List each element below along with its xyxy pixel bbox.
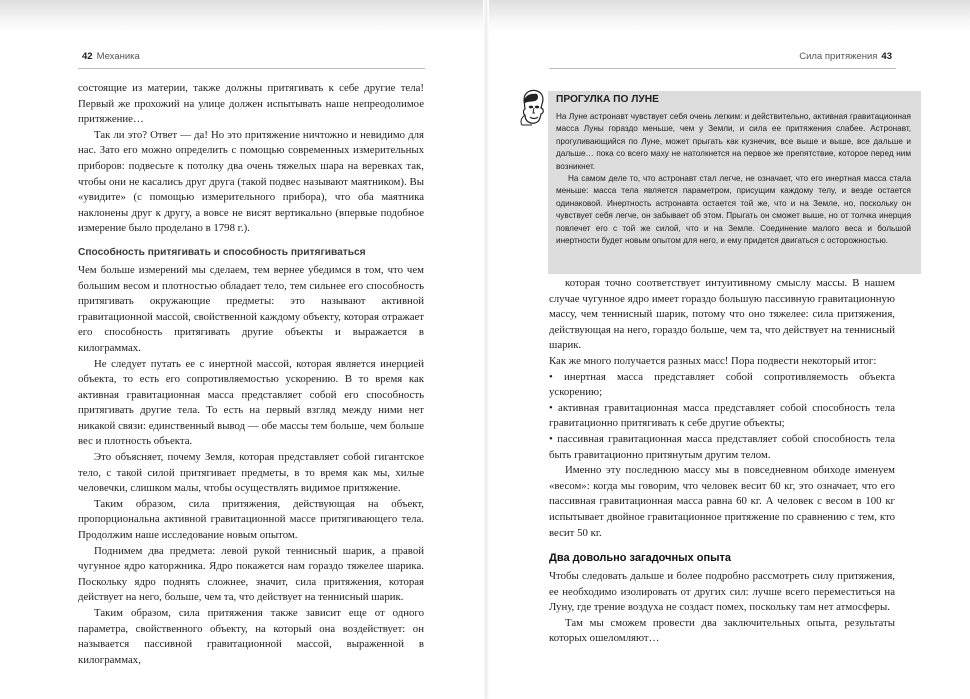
right-section-title: Сила притяжения xyxy=(799,51,878,62)
sidebar-paragraph: На Луне астронавт чувствует себя очень легким: и действительно, активная гравитационная масса Луны гораздо меньше, чем у Земли, и сила ее притяжения слабее. Астронавт, прогуливающийся по Луне, может прыгать как кузнечик, все выше и выше, все дальше и дальше… пока со всего маху не натолкнется на первое же препятствие, которое перед ним возникнет. xyxy=(556,112,911,171)
paragraph: Не следует путать ее с инертной массой, которая является инерцией объекта, то есть его сопротивляемостью ускорению. В то время как активная гравитационная масса представляет собой его способность притягивать другие тела. То есть на первый взгляд между ними нет никакой связи: единственный вывод — обе массы тем больше, чем больше вес и плотность объекта. xyxy=(78,357,424,448)
sidebar-title: ПРОГУЛКА ПО ЛУНЕ xyxy=(556,94,659,105)
left-running-head xyxy=(78,51,140,62)
astronaut-head-icon xyxy=(518,88,548,126)
right-page-number: 43 xyxy=(881,51,892,62)
section-heading: Способность притягивать и способность притягиваться xyxy=(78,246,366,258)
paragraph: Это объясняет, почему Земля, которая представляет собой гигантское тело, с такой силой притягивает предметы, в то время как мы, хилые человечки, слишком малы, чтобы осуществлять видимое притяжение. xyxy=(78,451,424,495)
paragraph: Там мы сможем провести два заключительных опыта, результаты которых ошеломляют… xyxy=(549,616,895,645)
book-gutter xyxy=(483,0,489,699)
paragraph: Таким образом, сила притяжения, действующая на объект, пропорциональна активной гравитационной массе притягивающего тела. Продолжим наше исследование новым опытом. xyxy=(78,497,424,542)
bullet-item: • инертная масса представляет собой сопротивляемость объекта ускорению; xyxy=(549,370,895,399)
paragraph: которая точно соответствует интуитивному смыслу массы. В нашем случае чугунное ядро имеет гораздо большую пассивную гравитационную массу, чем теннисный шарик, потому что оно тяжелее: сила притяжения, действующая на него, гораздо больше, чем та, что действует на теннисный шарик. xyxy=(549,277,895,352)
paragraph: Как же много получается разных масс! Пора подвести некоторый итог: xyxy=(549,354,877,367)
sidebar-text xyxy=(556,111,911,247)
paragraph: состоящие из материи, также должны притягивать к себе другие тела! Первый же прохожий на улице должен испытывать наше непреодолимое притяжение… xyxy=(78,82,424,126)
left-header-rule xyxy=(78,68,425,69)
paragraph: Таким образом, сила притяжения также зависит еще от одного параметра, свойственного объекту, на который она воздействует: он называется пассивной гравитационной массой, выраженной в килограммах, xyxy=(78,607,424,666)
paragraph: Так ли это? Ответ — да! Но это притяжение ничтожно и невидимо для нас. Зато его можно определить с помощью современных измерительных приборов: подвесьте к потолку два очень тяжелых шара на веревках так, чтобы они не касались друг друга (такой подвес называют маятником). Вы «увидите» (с помощью измерительного прибора), что оба маятника наклонены друг к другу, а вовсе не висят вертикально (впервые подобное измерение было проделано в 1798 г.). xyxy=(78,128,424,235)
sidebar-box xyxy=(518,88,921,274)
paragraph: Чем больше измерений мы сделаем, тем вернее убедимся в том, что чем большим весом и плотностью обладает тело, тем сильнее его способность притягивать окружающие предметы: это называют активной гравитационной массой, свойственной каждому объекту, которая отражает его способность притягивать другие объекты и выражается в килограммах. xyxy=(78,263,424,354)
right-header-rule xyxy=(549,68,896,69)
paragraph: Поднимем два предмета: левой рукой теннисный шарик, а правой чугунное ядро каторжника. Ядро покажется нам гораздо тяжелее шарика. Поскольку ядро поднять сложнее, значит, сила притяжения, которая действует на него, больше, чем та, что действует на теннисный шарик. xyxy=(78,544,424,604)
left-section-title: Механика xyxy=(96,51,140,62)
left-page-body xyxy=(78,81,424,668)
right-running-head xyxy=(799,51,896,62)
bullet-item: • активная гравитационная масса представляет собой способность тела гравитационно притягивать к себе другие объекты; xyxy=(549,401,895,430)
section-heading: Два довольно загадочных опыта xyxy=(549,552,731,565)
right-page-body xyxy=(549,276,895,647)
left-page-number: 42 xyxy=(82,51,93,62)
paragraph: Чтобы следовать дальше и более подробно рассмотреть силу притяжения, ее необходимо изолировать от других сил: лучше всего переместиться на Луну, где трение воздуха не создаст помех, поскольку там нет атмосферы. xyxy=(549,570,895,614)
sidebar-paragraph: На самом деле то, что астронавт стал легче, не означает, что его инертная масса стала меньше: масса тела является параметром, присущим каждому телу, и везде остается одинаковой. Инертность астронавта остается той же, что и на Земле, но, поскольку он чувствует себя легче, он забывает об этом. Прыгать он сможет выше, но от толчка инерция повлечет его с той же силой, что и на Земле. Соединение малого веса и большой инертности будет новым опытом для него, и ему придется двигаться с осторожностью. xyxy=(556,174,911,246)
bullet-item: • пассивная гравитационная масса представляет собой способность тела быть гравитационно притянутым другим телом. xyxy=(549,432,895,461)
paragraph: Именно эту последнюю массу мы в повседневном обиходе именуем «весом»: когда мы говорим, что человек весит 60 кг, это означает, что его пассивная гравитационная масса равна 60 кг. А человек с весом в 100 кг испытывает двойное гравитационное притяжение по сравнению с тем, кто весит 50 кг. xyxy=(549,464,895,539)
